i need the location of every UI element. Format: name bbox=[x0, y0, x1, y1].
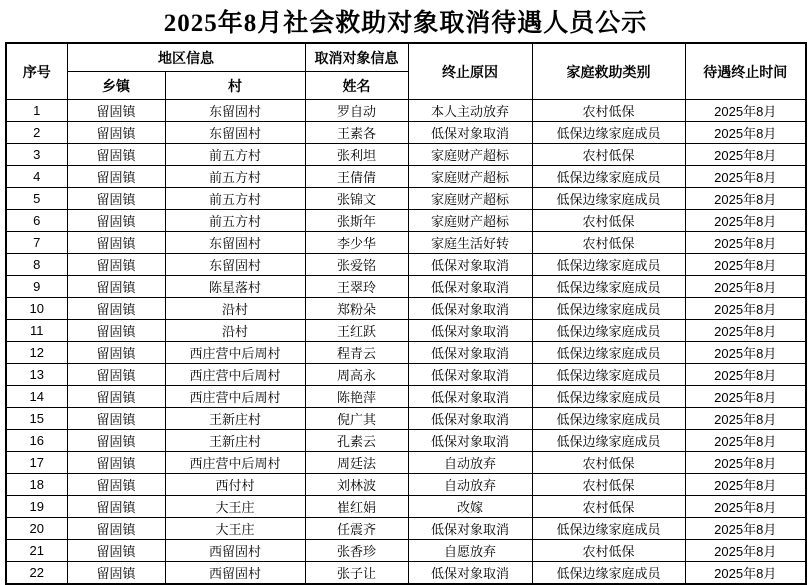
cell-reason: 自愿放弃 bbox=[408, 540, 532, 562]
table-row bbox=[6, 562, 806, 585]
cell-name: 王倩倩 bbox=[305, 166, 408, 188]
cell-village: 前五方村 bbox=[165, 166, 305, 188]
cell-reason: 改嫁 bbox=[408, 496, 532, 518]
cell-name: 王素各 bbox=[305, 122, 408, 144]
cell-name: 周高永 bbox=[305, 364, 408, 386]
cell-township: 留固镇 bbox=[67, 342, 165, 364]
table-row bbox=[6, 254, 806, 276]
cell-reason: 低保对象取消 bbox=[408, 342, 532, 364]
cell-end-time: 2025年8月 bbox=[685, 276, 806, 298]
cell-name: 任震齐 bbox=[305, 518, 408, 540]
cell-category: 农村低保 bbox=[532, 452, 685, 474]
cell-reason: 自动放弃 bbox=[408, 452, 532, 474]
cell-reason: 家庭生活好转 bbox=[408, 232, 532, 254]
col-header-area-group: 地区信息 bbox=[67, 43, 305, 72]
cell-serial: 7 bbox=[6, 232, 67, 254]
cell-township: 留固镇 bbox=[67, 496, 165, 518]
cell-reason: 低保对象取消 bbox=[408, 298, 532, 320]
cell-reason: 低保对象取消 bbox=[408, 518, 532, 540]
cell-end-time: 2025年8月 bbox=[685, 144, 806, 166]
cell-end-time: 2025年8月 bbox=[685, 408, 806, 430]
table-body bbox=[6, 100, 806, 585]
page-title: 2025年8月社会救助对象取消待遇人员公示 bbox=[163, 10, 648, 37]
cell-category: 低保边缘家庭成员 bbox=[532, 320, 685, 342]
cell-township: 留固镇 bbox=[67, 100, 165, 122]
cell-name: 郑粉朵 bbox=[305, 298, 408, 320]
cell-serial: 15 bbox=[6, 408, 67, 430]
cell-end-time: 2025年8月 bbox=[685, 518, 806, 540]
table-row bbox=[6, 188, 806, 210]
cell-reason: 家庭财产超标 bbox=[408, 188, 532, 210]
cell-village: 沿村 bbox=[165, 320, 305, 342]
cell-end-time: 2025年8月 bbox=[685, 364, 806, 386]
cell-name: 罗自动 bbox=[305, 100, 408, 122]
cell-category: 农村低保 bbox=[532, 232, 685, 254]
cell-serial: 8 bbox=[6, 254, 67, 276]
cell-end-time: 2025年8月 bbox=[685, 122, 806, 144]
cell-township: 留固镇 bbox=[67, 452, 165, 474]
table-row bbox=[6, 408, 806, 430]
cell-name: 张锦文 bbox=[305, 188, 408, 210]
cell-reason: 自动放弃 bbox=[408, 474, 532, 496]
cell-village: 大王庄 bbox=[165, 518, 305, 540]
cell-reason: 本人主动放弃 bbox=[408, 100, 532, 122]
table-row bbox=[6, 452, 806, 474]
cell-serial: 19 bbox=[6, 496, 67, 518]
cell-reason: 低保对象取消 bbox=[408, 320, 532, 342]
cell-village: 王新庄村 bbox=[165, 430, 305, 452]
cell-category: 低保边缘家庭成员 bbox=[532, 342, 685, 364]
header-row-1 bbox=[6, 43, 806, 72]
cell-serial: 14 bbox=[6, 386, 67, 408]
cell-category: 农村低保 bbox=[532, 210, 685, 232]
table-row bbox=[6, 122, 806, 144]
cell-end-time: 2025年8月 bbox=[685, 210, 806, 232]
cell-reason: 低保对象取消 bbox=[408, 430, 532, 452]
cell-name: 程青云 bbox=[305, 342, 408, 364]
cell-village: 东留固村 bbox=[165, 100, 305, 122]
cell-end-time: 2025年8月 bbox=[685, 320, 806, 342]
cell-name: 张子让 bbox=[305, 562, 408, 585]
cell-category: 低保边缘家庭成员 bbox=[532, 386, 685, 408]
cell-township: 留固镇 bbox=[67, 408, 165, 430]
table-row bbox=[6, 298, 806, 320]
cell-reason: 低保对象取消 bbox=[408, 364, 532, 386]
cell-township: 留固镇 bbox=[67, 254, 165, 276]
cell-reason: 低保对象取消 bbox=[408, 562, 532, 585]
cell-township: 留固镇 bbox=[67, 474, 165, 496]
cell-serial: 16 bbox=[6, 430, 67, 452]
cell-category: 低保边缘家庭成员 bbox=[532, 254, 685, 276]
cell-end-time: 2025年8月 bbox=[685, 496, 806, 518]
cell-category: 低保边缘家庭成员 bbox=[532, 562, 685, 585]
cell-category: 农村低保 bbox=[532, 100, 685, 122]
cell-township: 留固镇 bbox=[67, 320, 165, 342]
cell-name: 张香珍 bbox=[305, 540, 408, 562]
cell-serial: 22 bbox=[6, 562, 67, 585]
cell-village: 东留固村 bbox=[165, 232, 305, 254]
cell-village: 王新庄村 bbox=[165, 408, 305, 430]
cell-serial: 9 bbox=[6, 276, 67, 298]
col-header-end-time: 待遇终止时间 bbox=[685, 43, 806, 100]
cell-category: 农村低保 bbox=[532, 540, 685, 562]
cell-name: 孔素云 bbox=[305, 430, 408, 452]
cell-village: 西庄营中后周村 bbox=[165, 342, 305, 364]
cell-name: 张利坦 bbox=[305, 144, 408, 166]
cell-name: 崔红娟 bbox=[305, 496, 408, 518]
cell-end-time: 2025年8月 bbox=[685, 254, 806, 276]
col-header-name: 姓名 bbox=[305, 72, 408, 100]
table-row bbox=[6, 166, 806, 188]
cell-serial: 12 bbox=[6, 342, 67, 364]
table-row bbox=[6, 320, 806, 342]
col-header-category: 家庭救助类别 bbox=[532, 43, 685, 100]
cell-serial: 4 bbox=[6, 166, 67, 188]
cell-end-time: 2025年8月 bbox=[685, 430, 806, 452]
cell-name: 周廷法 bbox=[305, 452, 408, 474]
cell-category: 低保边缘家庭成员 bbox=[532, 276, 685, 298]
cell-township: 留固镇 bbox=[67, 518, 165, 540]
table-row bbox=[6, 496, 806, 518]
cell-village: 东留固村 bbox=[165, 254, 305, 276]
cell-end-time: 2025年8月 bbox=[685, 386, 806, 408]
cell-name: 刘林波 bbox=[305, 474, 408, 496]
cell-end-time: 2025年8月 bbox=[685, 342, 806, 364]
cell-end-time: 2025年8月 bbox=[685, 232, 806, 254]
cell-reason: 低保对象取消 bbox=[408, 386, 532, 408]
cell-serial: 11 bbox=[6, 320, 67, 342]
cell-category: 农村低保 bbox=[532, 474, 685, 496]
table-row bbox=[6, 518, 806, 540]
table-row bbox=[6, 232, 806, 254]
cell-township: 留固镇 bbox=[67, 540, 165, 562]
table-row bbox=[6, 430, 806, 452]
cell-category: 农村低保 bbox=[532, 496, 685, 518]
cell-name: 张斯年 bbox=[305, 210, 408, 232]
cell-end-time: 2025年8月 bbox=[685, 540, 806, 562]
cell-township: 留固镇 bbox=[67, 210, 165, 232]
cell-village: 前五方村 bbox=[165, 188, 305, 210]
col-header-village: 村 bbox=[165, 72, 305, 100]
col-header-serial: 序号 bbox=[6, 43, 67, 100]
cell-village: 陈星落村 bbox=[165, 276, 305, 298]
cell-township: 留固镇 bbox=[67, 188, 165, 210]
cell-name: 陈艳萍 bbox=[305, 386, 408, 408]
table-row bbox=[6, 386, 806, 408]
cell-village: 前五方村 bbox=[165, 210, 305, 232]
cell-village: 西留固村 bbox=[165, 562, 305, 585]
table-row bbox=[6, 210, 806, 232]
cell-township: 留固镇 bbox=[67, 144, 165, 166]
cell-reason: 家庭财产超标 bbox=[408, 210, 532, 232]
cell-end-time: 2025年8月 bbox=[685, 452, 806, 474]
col-header-township: 乡镇 bbox=[67, 72, 165, 100]
cell-reason: 低保对象取消 bbox=[408, 408, 532, 430]
cell-reason: 低保对象取消 bbox=[408, 254, 532, 276]
cell-end-time: 2025年8月 bbox=[685, 100, 806, 122]
cell-end-time: 2025年8月 bbox=[685, 562, 806, 585]
cell-serial: 3 bbox=[6, 144, 67, 166]
cell-village: 大王庄 bbox=[165, 496, 305, 518]
cell-name: 张爱铭 bbox=[305, 254, 408, 276]
cell-village: 西庄营中后周村 bbox=[165, 452, 305, 474]
cell-serial: 6 bbox=[6, 210, 67, 232]
cell-township: 留固镇 bbox=[67, 364, 165, 386]
col-header-reason: 终止原因 bbox=[408, 43, 532, 100]
cell-village: 前五方村 bbox=[165, 144, 305, 166]
cell-serial: 17 bbox=[6, 452, 67, 474]
cell-end-time: 2025年8月 bbox=[685, 166, 806, 188]
cell-township: 留固镇 bbox=[67, 386, 165, 408]
cell-village: 东留固村 bbox=[165, 122, 305, 144]
cell-category: 低保边缘家庭成员 bbox=[532, 188, 685, 210]
cell-township: 留固镇 bbox=[67, 430, 165, 452]
col-header-cancel-group: 取消对象信息 bbox=[305, 43, 408, 72]
cell-category: 低保边缘家庭成员 bbox=[532, 364, 685, 386]
cell-township: 留固镇 bbox=[67, 122, 165, 144]
table-row bbox=[6, 364, 806, 386]
cancellation-table bbox=[5, 42, 807, 585]
cell-name: 王红跃 bbox=[305, 320, 408, 342]
cell-township: 留固镇 bbox=[67, 166, 165, 188]
cell-category: 低保边缘家庭成员 bbox=[532, 122, 685, 144]
cell-village: 沿村 bbox=[165, 298, 305, 320]
table-row bbox=[6, 276, 806, 298]
cell-township: 留固镇 bbox=[67, 232, 165, 254]
cell-category: 低保边缘家庭成员 bbox=[532, 408, 685, 430]
cell-category: 低保边缘家庭成员 bbox=[532, 430, 685, 452]
cell-village: 西留固村 bbox=[165, 540, 305, 562]
table-row bbox=[6, 342, 806, 364]
cell-township: 留固镇 bbox=[67, 562, 165, 585]
table-row bbox=[6, 474, 806, 496]
cell-township: 留固镇 bbox=[67, 298, 165, 320]
cell-serial: 5 bbox=[6, 188, 67, 210]
table-row bbox=[6, 540, 806, 562]
cell-serial: 18 bbox=[6, 474, 67, 496]
table-row bbox=[6, 144, 806, 166]
cell-village: 西庄营中后周村 bbox=[165, 386, 305, 408]
cell-end-time: 2025年8月 bbox=[685, 298, 806, 320]
cell-serial: 2 bbox=[6, 122, 67, 144]
cell-reason: 低保对象取消 bbox=[408, 122, 532, 144]
cell-category: 农村低保 bbox=[532, 144, 685, 166]
cell-name: 李少华 bbox=[305, 232, 408, 254]
cell-reason: 低保对象取消 bbox=[408, 276, 532, 298]
table-header bbox=[6, 43, 806, 100]
cell-end-time: 2025年8月 bbox=[685, 474, 806, 496]
cell-reason: 家庭财产超标 bbox=[408, 144, 532, 166]
cell-serial: 21 bbox=[6, 540, 67, 562]
cell-serial: 13 bbox=[6, 364, 67, 386]
cell-category: 低保边缘家庭成员 bbox=[532, 166, 685, 188]
table-row bbox=[6, 100, 806, 122]
cell-serial: 1 bbox=[6, 100, 67, 122]
cell-category: 低保边缘家庭成员 bbox=[532, 298, 685, 320]
cell-township: 留固镇 bbox=[67, 276, 165, 298]
cell-serial: 20 bbox=[6, 518, 67, 540]
cell-name: 王翠玲 bbox=[305, 276, 408, 298]
cell-serial: 10 bbox=[6, 298, 67, 320]
cell-reason: 家庭财产超标 bbox=[408, 166, 532, 188]
cell-village: 西付村 bbox=[165, 474, 305, 496]
cell-village: 西庄营中后周村 bbox=[165, 364, 305, 386]
cell-end-time: 2025年8月 bbox=[685, 188, 806, 210]
cell-category: 低保边缘家庭成员 bbox=[532, 518, 685, 540]
cell-name: 倪广其 bbox=[305, 408, 408, 430]
